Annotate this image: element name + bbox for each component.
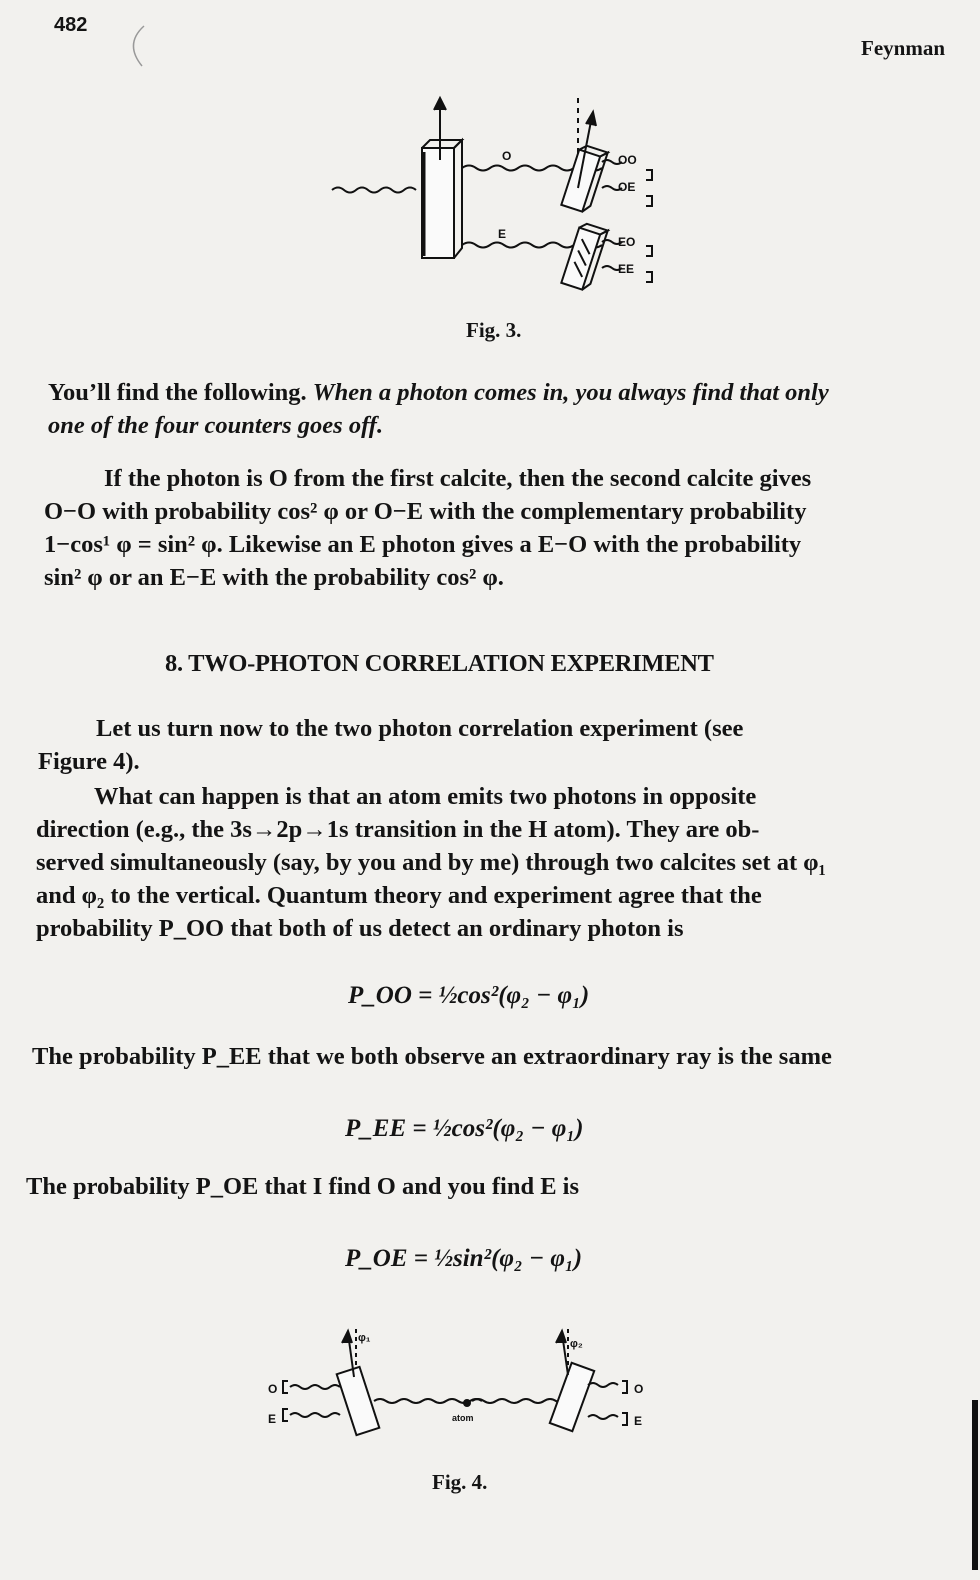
paragraph-extraordinary	[32, 1040, 932, 1073]
label-e-beam: E	[498, 227, 507, 241]
paragraph-second-calcite	[44, 462, 934, 594]
page-curl-mark	[118, 22, 148, 70]
left-calcite	[337, 1367, 380, 1435]
equation-p-ee: P_EE = ½cos²(φ₂ − φ₁)	[345, 1115, 584, 1142]
left-counter-o-bracket	[283, 1381, 288, 1393]
paragraph-two-photon-intro	[38, 712, 928, 778]
figure-4-caption: Fig. 4.	[432, 1470, 488, 1494]
p3-line1: Let us turn now to the two photon correlation experiment (see	[96, 715, 744, 742]
label-atom: atom	[452, 1413, 474, 1423]
counter-oe-bracket	[646, 196, 652, 206]
p4-line2: direction (e.g., the 3s→2p→1s transition in the H atom). They are ob-	[36, 816, 760, 843]
section-heading: 8. TWO-PHOTON CORRELATION EXPERIMENT	[165, 650, 714, 677]
p2-line3: 1−cos¹ φ = sin² φ. Likewise an E photon gives a E−O with the probability	[44, 531, 802, 558]
page-number: 482	[54, 14, 88, 36]
scan-edge-mark	[972, 1400, 978, 1570]
running-head: Feynman	[861, 36, 945, 60]
figure-4-diagram	[262, 1325, 682, 1450]
right-counter-e-bracket	[622, 1413, 627, 1425]
p2-line1: If the photon is O from the first calcite, then the second calcite gives	[104, 465, 812, 492]
label-counter-eo: EO	[618, 235, 636, 249]
label-counter-oo: OO	[618, 153, 637, 167]
p4-line3: served simultaneously (say, by you and by me) through two calcites set at φ₁	[36, 849, 826, 876]
paragraph-o-and-e	[26, 1170, 926, 1203]
label-right-o: O	[634, 1382, 644, 1396]
atom-source	[464, 1400, 470, 1406]
p1-italic: When a photon comes in, you always find that only	[312, 379, 829, 406]
equation-p-oo: P_OO = ½cos²(φ₂ − φ₁)	[348, 982, 590, 1009]
left-counter-e-bracket	[283, 1409, 288, 1421]
p5-line: The probability P_EE that we both observe an extraordinary ray is the same	[32, 1043, 832, 1070]
incoming-photon-beam	[332, 188, 416, 193]
counter-oo-bracket	[646, 170, 652, 180]
first-calcite-crystal	[422, 140, 462, 258]
equation-p-oe: P_OE = ½sin²(φ₂ − φ₁)	[345, 1245, 583, 1272]
p1-line2: one of the four counters goes off.	[48, 412, 384, 439]
label-o-beam: O	[502, 149, 512, 163]
paragraph-atom-emits	[36, 780, 926, 945]
second-calcite-lower	[561, 222, 607, 292]
p4-line1: What can happen is that an atom emits two photons in opposite	[94, 783, 757, 810]
p2-line2: O−O with probability cos² φ or O−E with the complementary probability	[44, 498, 807, 525]
right-counter-o-bracket	[622, 1381, 627, 1393]
figure-3-diagram	[320, 90, 670, 305]
paragraph-photon-counters	[48, 376, 938, 442]
right-calcite	[550, 1363, 594, 1431]
p1-lead: You’ll find the following.	[48, 379, 307, 406]
figure-3-caption: Fig. 3.	[466, 318, 522, 342]
p2-line4: sin² φ or an E−E with the probability cos² φ.	[44, 564, 504, 591]
label-left-e: E	[268, 1412, 277, 1426]
counter-ee-bracket	[646, 272, 652, 282]
p4-line5: probability P_OO that both of us detect an ordinary photon is	[36, 915, 684, 942]
counter-eo-bracket	[646, 246, 652, 256]
label-left-o: O	[268, 1382, 278, 1396]
label-counter-oe: OE	[618, 180, 636, 194]
label-phi1: φ₁	[358, 1332, 371, 1344]
label-phi2: φ₂	[570, 1338, 583, 1350]
p3-line2: Figure 4).	[38, 748, 140, 775]
label-counter-ee: EE	[618, 262, 635, 276]
label-right-e: E	[634, 1414, 643, 1428]
p4-line4: and φ₂ to the vertical. Quantum theory and experiment agree that the	[36, 882, 762, 909]
p6-line: The probability P_OE that I find O and you find E is	[26, 1173, 579, 1200]
